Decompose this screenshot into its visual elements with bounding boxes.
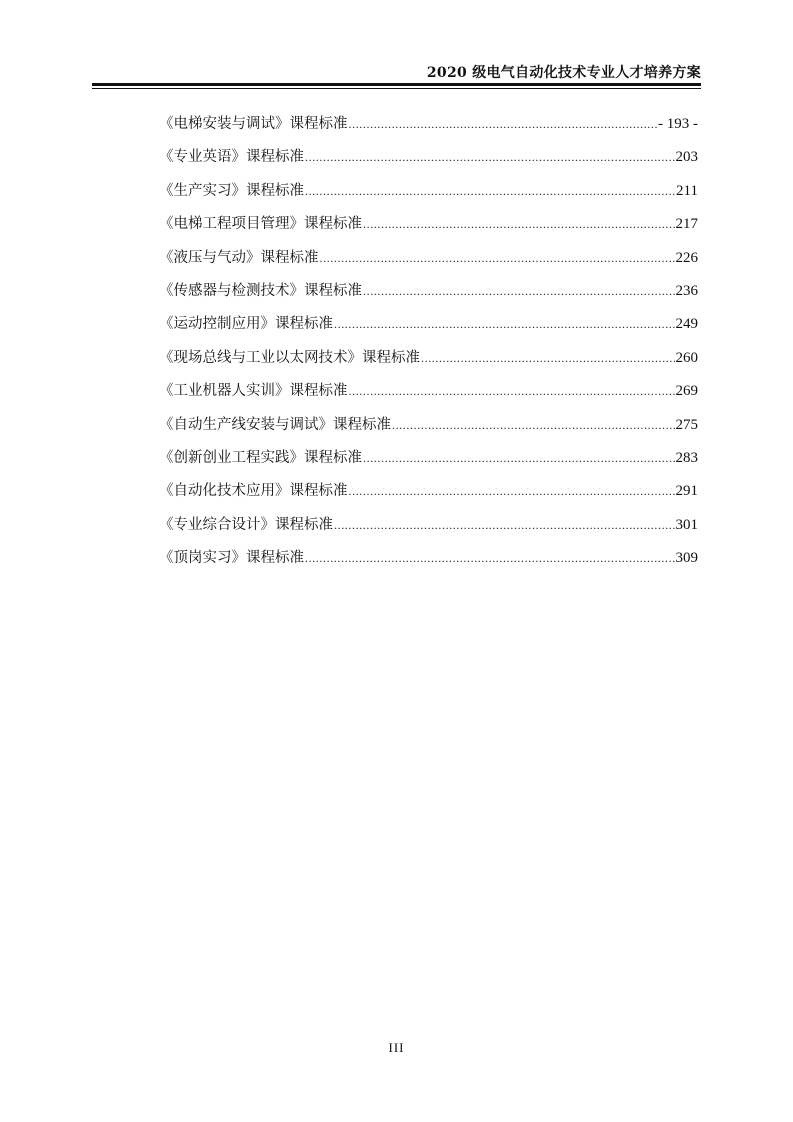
- toc-entry-page: 260: [675, 349, 698, 366]
- toc-entry-page: 217: [675, 216, 698, 233]
- toc-entry-title: 《现场总线与工业以太网技术》课程标准: [159, 349, 420, 366]
- document-header-title: 2020 级电气自动化技术专业人才培养方案: [426, 65, 701, 81]
- toc-entry-page: 283: [675, 449, 698, 466]
- toc-dot-leader: [349, 480, 675, 502]
- toc-entry-title: 《电梯工程项目管理》课程标准: [159, 216, 362, 233]
- toc-entry[interactable]: [159, 146, 698, 179]
- toc-entry-title: 《电梯安装与调试》课程标准: [159, 116, 348, 132]
- toc-entry-page: 226: [675, 249, 698, 266]
- toc-entry-title: 《顶岗实习》课程标准: [159, 550, 304, 567]
- toc-entry[interactable]: [159, 547, 698, 580]
- toc-entry-title: 《运动控制应用》课程标准: [159, 316, 333, 333]
- toc-entry-page: 309: [675, 550, 698, 567]
- toc-entry[interactable]: [159, 480, 698, 513]
- toc-entry-page: - 193 -: [658, 116, 698, 132]
- toc-entry[interactable]: [159, 380, 698, 413]
- toc-entry-title: 《工业机器人实训》课程标准: [159, 383, 348, 400]
- toc-entry[interactable]: [159, 347, 698, 380]
- toc-dot-leader: [363, 280, 675, 302]
- toc-dot-leader: [334, 313, 675, 335]
- toc-dot-leader: [363, 213, 675, 235]
- toc-entry-title: 《自动生产线安装与调试》课程标准: [159, 416, 391, 433]
- toc-dot-leader: [305, 146, 675, 168]
- toc-dot-leader: [334, 514, 675, 536]
- header-rule-thick: [92, 83, 701, 86]
- toc-entry[interactable]: [159, 213, 698, 246]
- toc-entry[interactable]: [159, 514, 698, 547]
- toc-entry-page: 236: [675, 282, 698, 299]
- toc-dot-leader: [305, 547, 675, 569]
- toc-entry-page: 211: [676, 182, 698, 199]
- toc-dot-leader: [392, 414, 675, 436]
- toc-entry-page: 203: [675, 149, 698, 166]
- toc-entry[interactable]: [159, 313, 698, 346]
- toc-entry-title: 《创新创业工程实践》课程标准: [159, 449, 362, 466]
- toc-entry[interactable]: [159, 180, 698, 213]
- toc-entry-title: 《传感器与检测技术》课程标准: [159, 282, 362, 299]
- toc-entry-title: 《液压与气动》课程标准: [159, 249, 319, 266]
- toc-entry-page: 269: [675, 383, 698, 400]
- toc-dot-leader: [349, 113, 658, 135]
- toc-entry[interactable]: [159, 247, 698, 280]
- toc-entry[interactable]: [159, 113, 698, 146]
- toc-entry[interactable]: [159, 414, 698, 447]
- toc-dot-leader: [349, 380, 675, 402]
- toc-dot-leader: [363, 447, 675, 469]
- toc-entry[interactable]: [159, 447, 698, 480]
- toc-entry-title: 《自动化技术应用》课程标准: [159, 483, 348, 500]
- header-rule-thin: [92, 88, 701, 89]
- toc-dot-leader: [320, 247, 675, 269]
- toc-dot-leader: [305, 180, 675, 202]
- toc-entry-page: 301: [675, 516, 698, 533]
- toc-entry-title: 《生产实习》课程标准: [159, 182, 304, 199]
- toc-entry-title: 《专业综合设计》课程标准: [159, 516, 333, 533]
- page-number: III: [388, 1040, 405, 1055]
- toc-entry-page: 291: [675, 483, 698, 500]
- toc-entry-page: 249: [675, 316, 698, 333]
- table-of-contents: [159, 113, 698, 580]
- toc-entry-title: 《专业英语》课程标准: [159, 149, 304, 166]
- toc-dot-leader: [421, 347, 675, 369]
- toc-entry[interactable]: [159, 280, 698, 313]
- toc-entry-page: 275: [675, 416, 698, 433]
